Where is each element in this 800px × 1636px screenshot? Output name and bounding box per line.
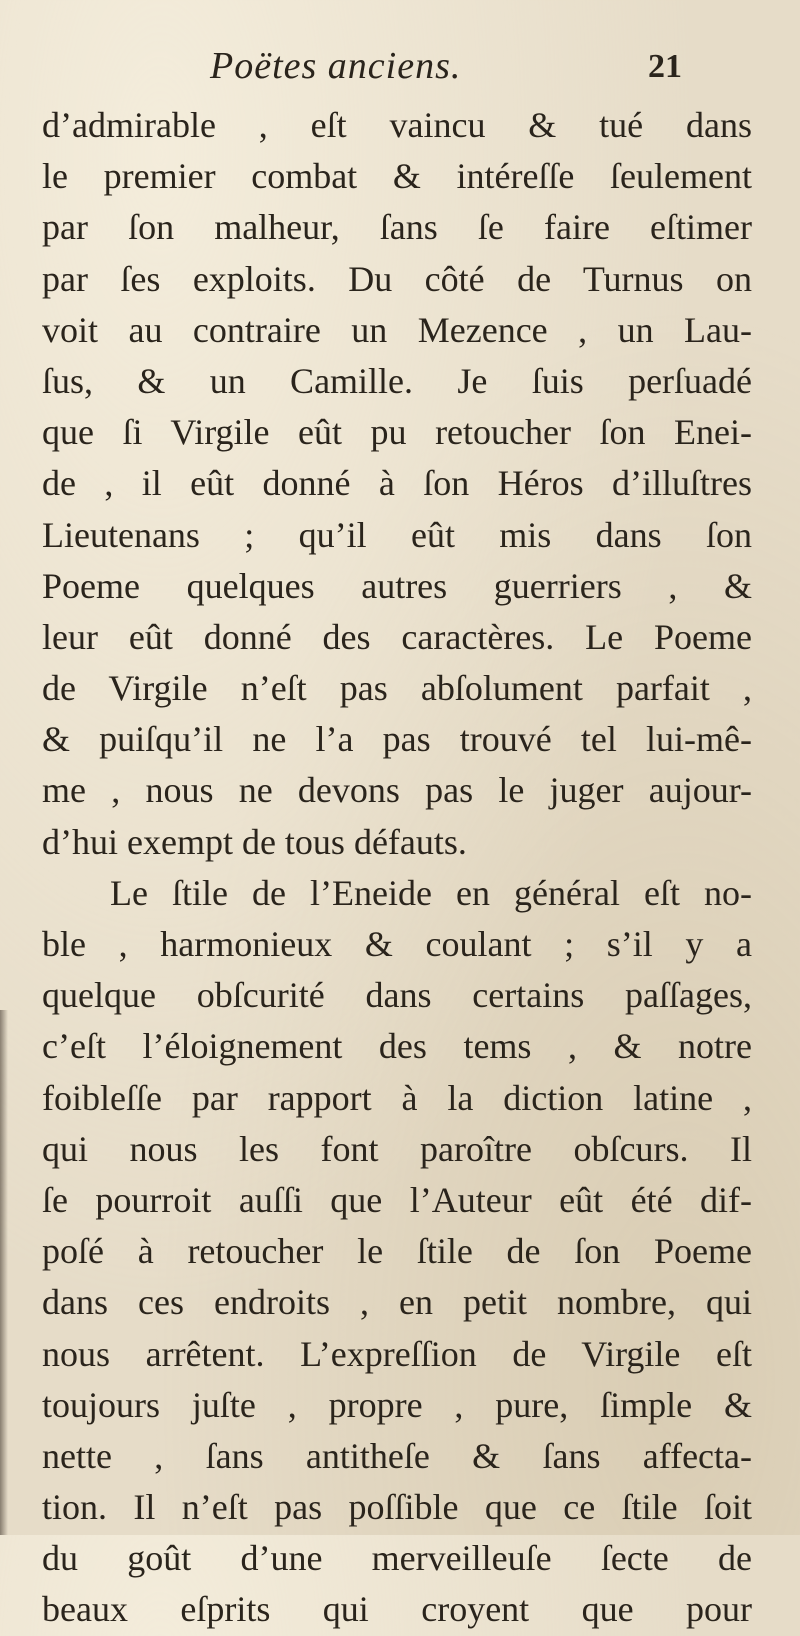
text-line: dans ces endroits , en petit nombre, qui bbox=[42, 1282, 752, 1323]
paragraph-start: Le ſtile de l’Eneide en général eſt no- bbox=[110, 872, 752, 913]
text-line: de , il eût donné à ſon Héros d’illuſtres bbox=[42, 463, 752, 504]
running-title: Poëtes anciens. bbox=[210, 45, 462, 87]
text-line: poſé à retoucher le ſtile de ſon Poeme bbox=[42, 1231, 752, 1272]
text-line: nous arrêtent. L’expreſſion de Virgile eſt bbox=[42, 1333, 752, 1374]
text-line: Lieutenans ; qu’il eût mis dans ſon bbox=[42, 514, 752, 555]
text-line: ble , harmonieux & coulant ; s’il y a bbox=[42, 924, 752, 964]
text-line: tion. Il n’eſt pas poſſible que ce ſtile ſoit bbox=[42, 1487, 752, 1528]
text-line: & puiſqu’il ne l’a pas trouvé tel lui-mê- bbox=[42, 719, 752, 760]
text-line: c’eſt l’éloignement des tems , & notre bbox=[42, 1026, 752, 1067]
text-line: ſe pourroit auſſi que l’Auteur eût été dif- bbox=[42, 1179, 752, 1220]
text-line: toujours juſte , propre , pure, ſimple & bbox=[42, 1384, 752, 1425]
text-line: le premier combat & intéreſſe ſeulement bbox=[42, 156, 752, 197]
page-number: 21 bbox=[648, 48, 682, 85]
text-line: nette , ſans antitheſe & ſans affecta- bbox=[42, 1435, 752, 1476]
text-line: qui nous les font paroître obſcurs. Il bbox=[42, 1128, 752, 1169]
body-text bbox=[42, 100, 752, 1636]
text-line: voit au contraire un Mezence , un Lau- bbox=[42, 309, 752, 350]
text-line: me , nous ne devons pas le juger aujour- bbox=[42, 770, 752, 811]
text-line: par ſes exploits. Du côté de Turnus on bbox=[42, 258, 752, 299]
text-line: par ſon malheur, ſans ſe faire eſtimer bbox=[42, 207, 752, 248]
text-line: leur eût donné des caractères. Le Poeme bbox=[42, 616, 752, 657]
text-line: quelque obſcurité dans certains paſſages, bbox=[42, 975, 752, 1016]
text-line: beaux eſprits qui croyent que pour bbox=[42, 1589, 752, 1630]
text-line: foibleſſe par rapport à la diction latine , bbox=[42, 1077, 752, 1118]
text-line: de Virgile n’eſt pas abſolument parfait , bbox=[42, 668, 752, 709]
text-line: d’hui exempt de tous défauts. bbox=[42, 821, 467, 862]
page-edge-shadow bbox=[0, 1010, 8, 1535]
text-line: du goût d’une merveilleuſe ſecte de bbox=[42, 1538, 752, 1579]
text-line: ſus, & un Camille. Je ſuis perſuadé bbox=[42, 360, 752, 401]
text-line: que ſi Virgile eût pu retoucher ſon Enei- bbox=[42, 412, 752, 453]
page-header bbox=[0, 44, 800, 94]
text-line: Poeme quelques autres guerriers , & bbox=[42, 565, 752, 606]
text-line: d’admirable , eſt vaincu & tué dans bbox=[42, 105, 752, 145]
